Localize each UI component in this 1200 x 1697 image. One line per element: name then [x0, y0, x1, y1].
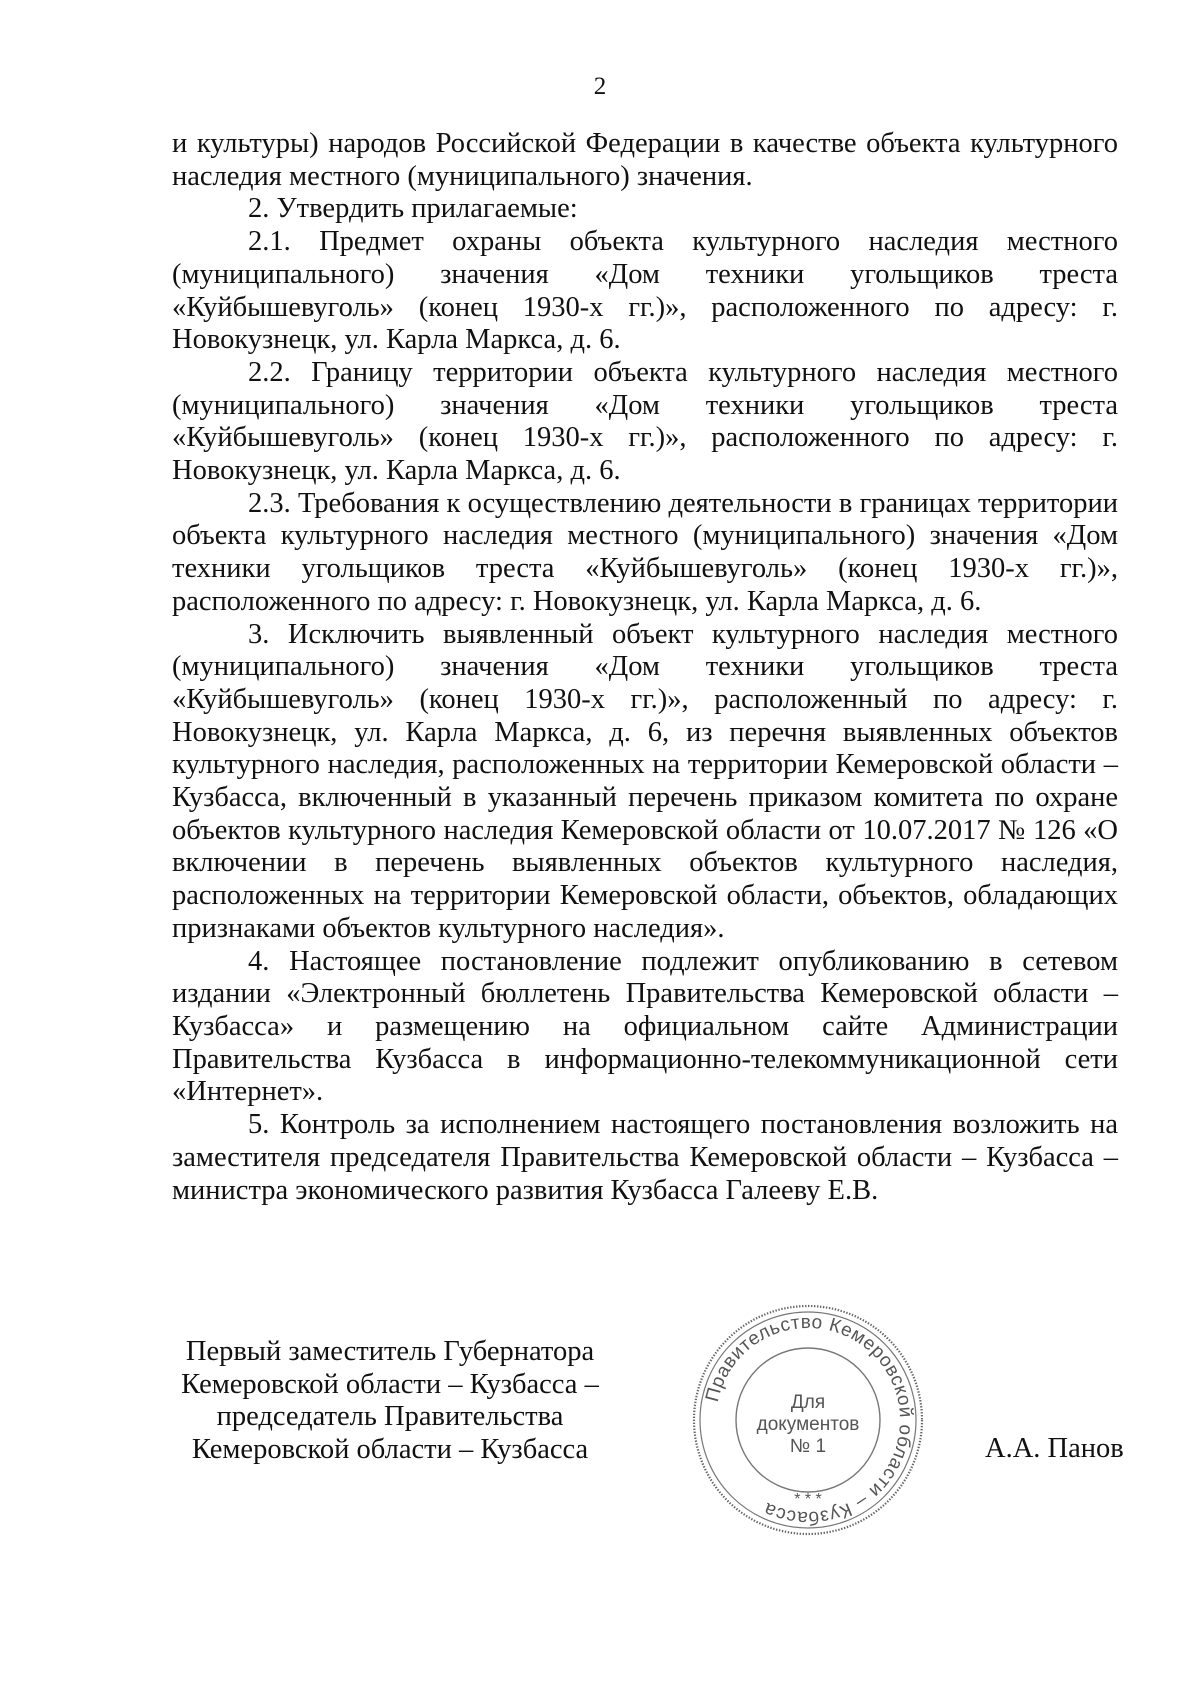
document-body	[172, 128, 1118, 1207]
signatory-name: А.А. Панов	[985, 1433, 1124, 1464]
official-seal-stamp	[688, 1300, 928, 1540]
paragraph-item-2-1: 2.1. Предмет охраны объекта культурного наследия местного (муниципального) значения «Дом техники угольщиков треста «Куйбышевуголь» (конец 1930-х гг.)», расположенного по адресу: г. Новокузнецк, ул. Карла Маркса, д. 6.	[172, 226, 1118, 356]
signatory-title-line: Кемеровской области – Кузбасса	[191, 1434, 589, 1466]
paragraph-item-2-3: 2.3. Требования к осуществлению деятельности в границах территории объекта культурного наследия местного (муниципального) значения «Дом техники угольщиков треста «Куйбышевуголь» (конец 1930-х гг.)», расположенного по адресу: г. Новокузнецк, ул. Карла Маркса, д. 6.	[172, 487, 1118, 617]
paragraph-item-3: 3. Исключить выявленный объект культурного наследия местного (муниципального) значения «Дом техники угольщиков треста «Куйбышевуголь» (конец 1930-х гг.)», расположенный по адресу: г. Новокузнецк, ул. Карла Маркса, д. 6, из перечня выявленных объектов культурного наследия, расположенных на территории Кемеровской области – Кузбасса, включенный в указанный перечень приказом комитета по охране объектов культурного наследия Кемеровской области от 10.07.2017 № 126 «О включении в перечень выявленных объектов культурного наследия, расположенных на территории Кемеровской области, объектов, обладающих признаками объектов культурного наследия».	[172, 618, 1118, 944]
paragraph-item-5: 5. Контроль за исполнением настоящего постановления возложить на заместителя председателя Правительства Кемеровской области – Кузбасса – министра экономического развития Кузбасса Галееву Е.В.	[172, 1109, 1118, 1206]
paragraph-continuation: и культуры) народов Российской Федерации в качестве объекта культурного наследия местного (муниципального) значения.	[172, 128, 1118, 192]
seal-center-line: документов	[756, 1414, 860, 1435]
seal-center-text	[688, 1392, 928, 1458]
signatory-title-line: Первый заместитель Губернатора	[185, 1336, 595, 1367]
seal-stars: * * *	[794, 1491, 822, 1508]
page-number: 2	[593, 73, 607, 100]
signatory-title	[170, 1336, 610, 1467]
signatory-title-line: председатель Правительства	[216, 1401, 564, 1433]
paragraph-item-4: 4. Настоящее постановление подлежит опубликованию в сетевом издании «Электронный бюллетень Правительства Кемеровской области – Кузбасса» и размещению на официальном сайте Администрации Правительства Кузбасса в информационно-телекоммуникационной сети «Интернет».	[172, 945, 1118, 1108]
seal-ring-text: Правительство Кемеровской области – Кузбасса	[701, 1311, 917, 1529]
paragraph-item-2: 2. Утвердить прилагаемые:	[248, 193, 578, 225]
signatory-title-line: Кемеровской области – Кузбасса –	[181, 1368, 599, 1400]
paragraph-item-2-2: 2.2. Границу территории объекта культурного наследия местного (муниципального) значения «Дом техники угольщиков треста «Куйбышевуголь» (конец 1930-х гг.)», расположенного по адресу: г. Новокузнецк, ул. Карла Маркса, д. 6.	[172, 356, 1118, 487]
seal-center-line: № 1	[789, 1436, 827, 1457]
seal-center-line: Для	[790, 1392, 826, 1413]
